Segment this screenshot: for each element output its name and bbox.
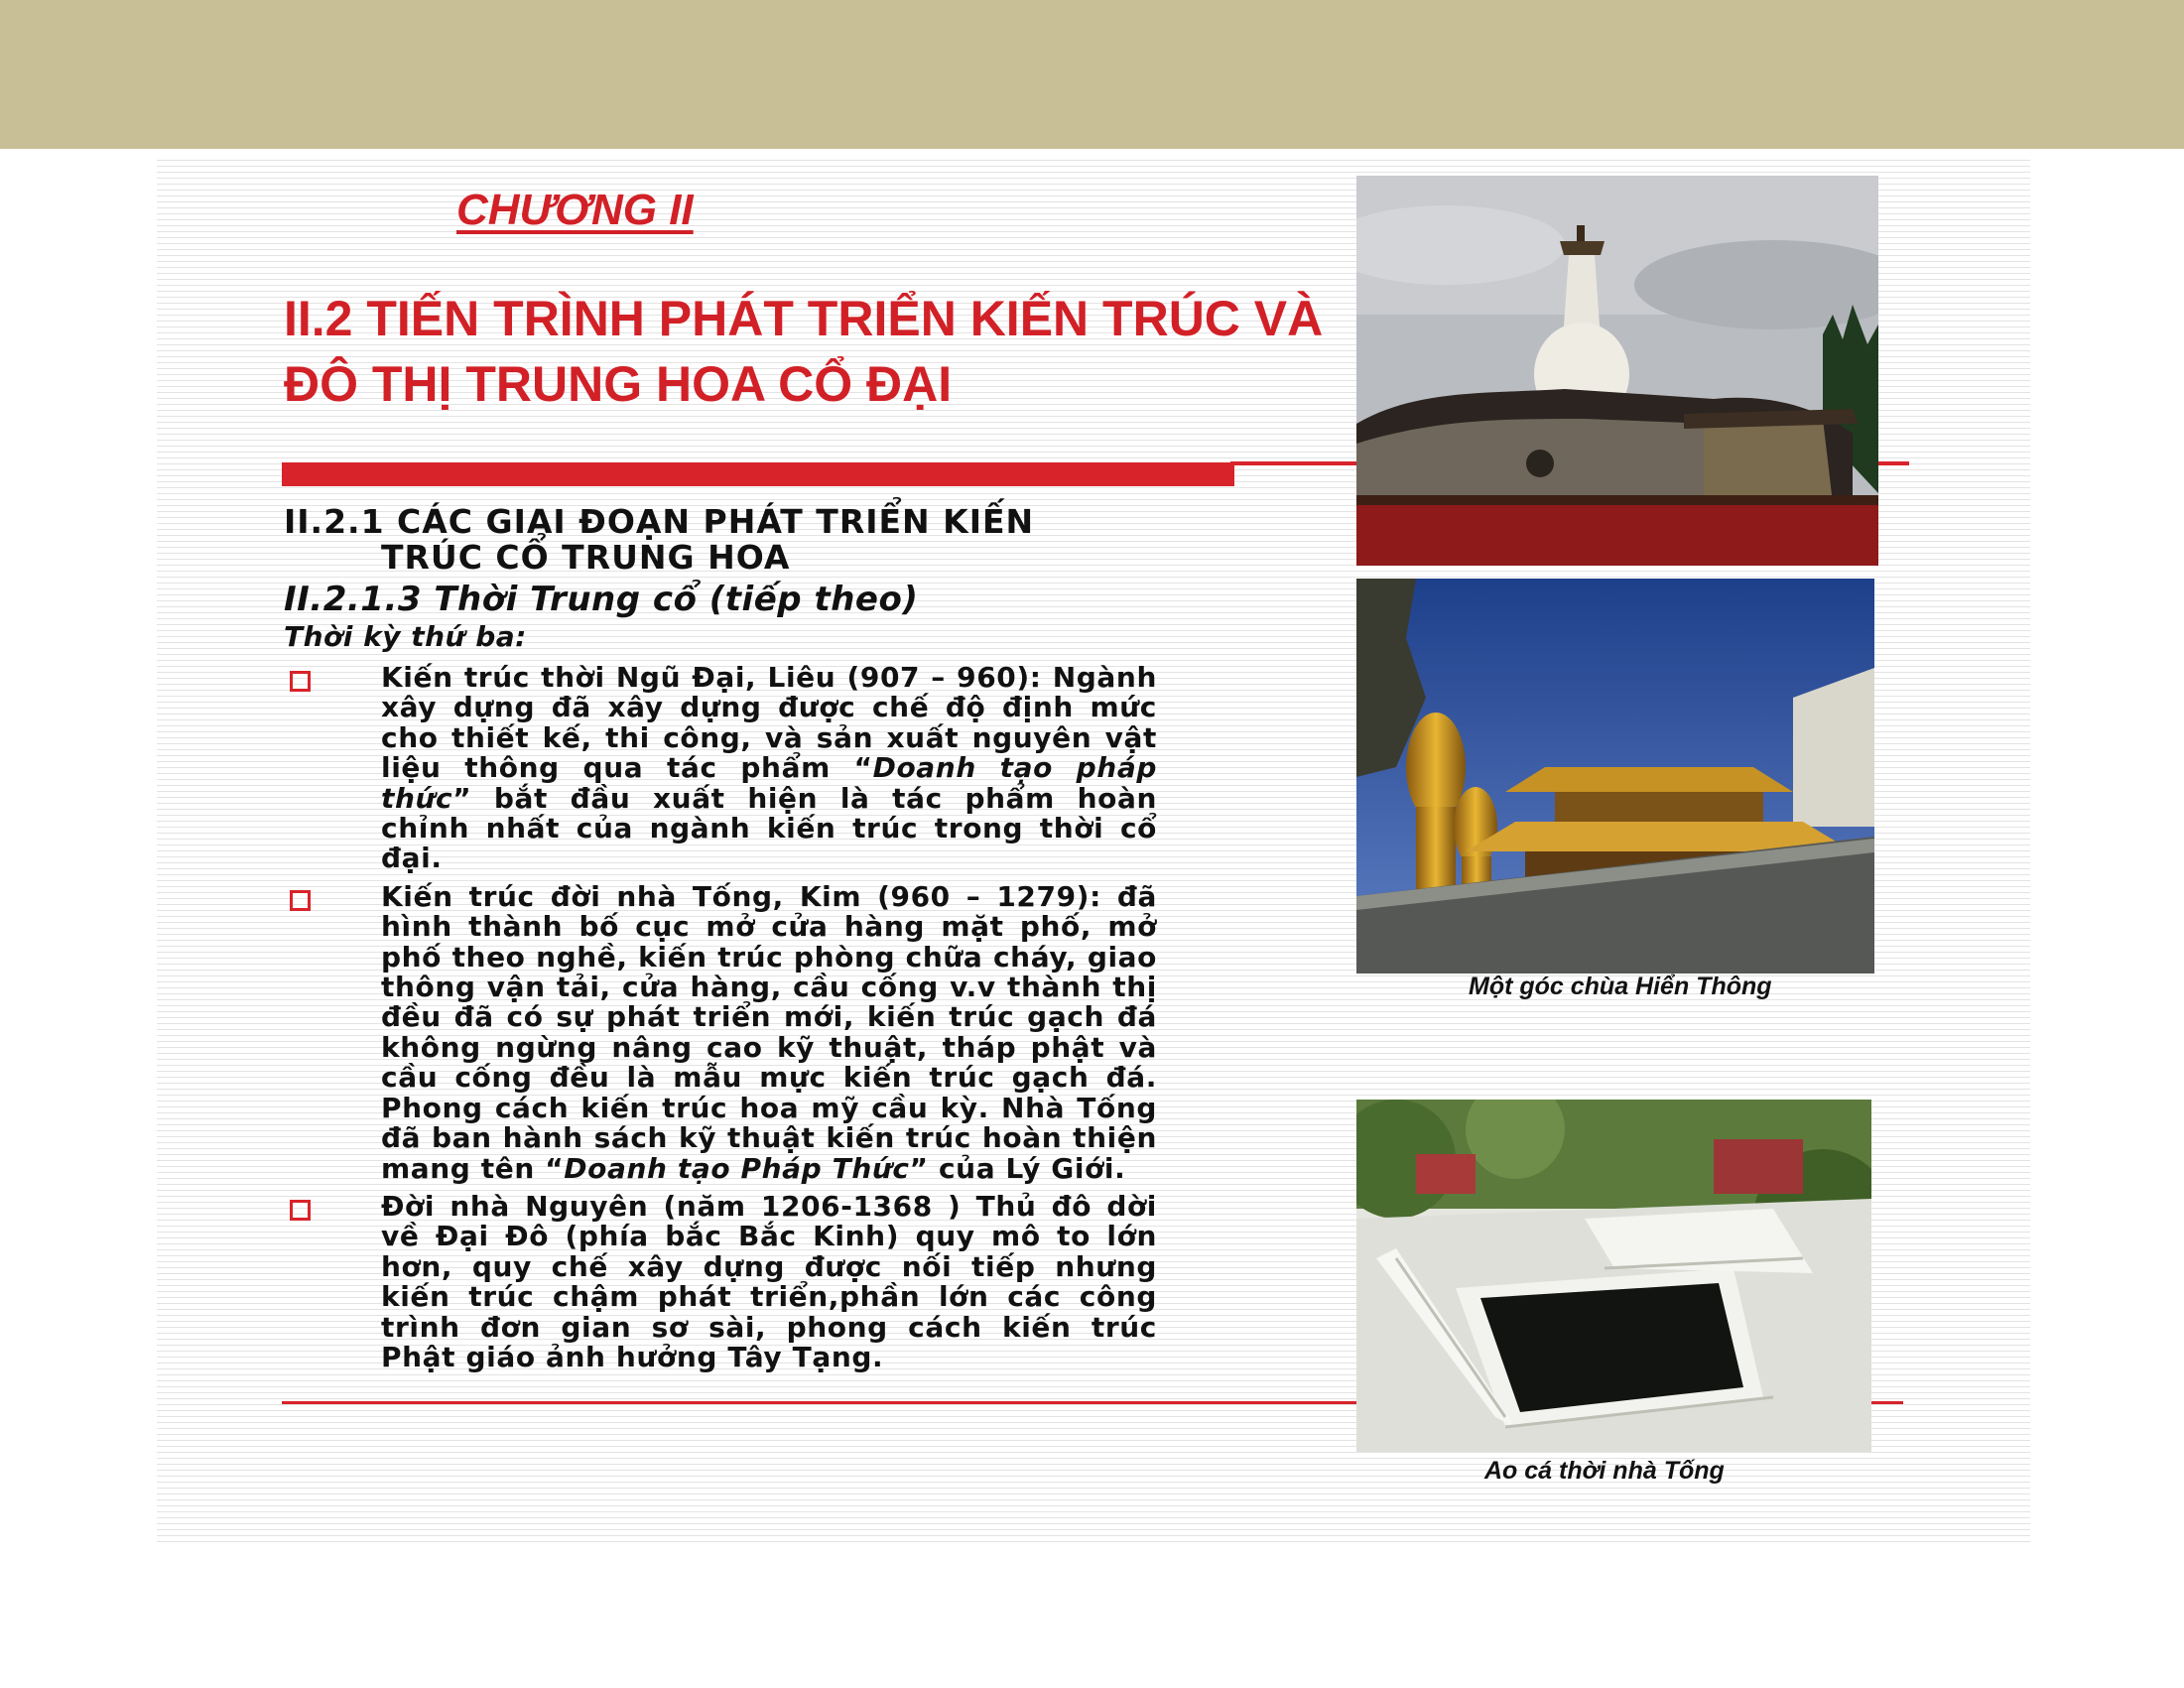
photo-caption: Ao cá thời nhà Tống — [1484, 1457, 1725, 1485]
square-bullet-icon — [290, 1200, 311, 1221]
photo-hien-thong-temple — [1356, 579, 1874, 974]
section-heading — [284, 504, 1157, 576]
bullet-text: Kiến trúc đời nhà Tống, Kim (960 – 1279): đã hình thành bố cục mở cửa hàng mặt phố, mở phố theo nghề, kiến trúc phòng chữa cháy, giao thông vận tải, cửa hàng, cầu cống v.v thành thị đều đã có sự phát triển mới, kiến trúc gạch đá không ngừng nâng cao kỹ thuật, tháp phật và cầu cống đều là mẫu mực kiến trúc gạch đá. Phong cách kiến trúc hoa mỹ cầu kỳ. Nhà Tống đã ban hành sách kỹ thuật kiến trúc hoàn thiện mang tên “Doanh tạo Pháp Thức” của Lý Giới. — [381, 879, 1157, 1185]
bullet-item — [284, 1189, 1157, 1373]
photo-white-stupa — [1356, 176, 1878, 566]
bullet-text: Kiến trúc thời Ngũ Đại, Liêu (907 – 960): Ngành xây dựng đã xây dựng được chế độ định mức cho thiết kế, thi công, và sản xuất nguyên vật liệu thông qua tác phẩm “Doanh tạo pháp thức” bắt đầu xuất hiện là tác phẩm hoàn chỉnh nhất của ngành kiến trúc trong thời cổ đại. — [381, 661, 1157, 875]
period-label: Thời kỳ thứ ba: — [284, 620, 527, 653]
square-bullet-icon — [290, 890, 311, 911]
square-bullet-icon — [290, 671, 311, 692]
title-divider-thick — [282, 462, 1234, 486]
bullet-text: Đời nhà Nguyên (năm 1206-1368 ) Thủ đô dời về Đại Đô (phía bắc Bắc Kinh) quy mô to lớn hơn, quy chế xây dựng được nối tiếp nhưng kiến trúc chậm phát triển,phần lớn các công trình đơn gian sơ sài, phong cách kiến trúc Phật giáo ảnh hưởng Tây Tạng. — [381, 1189, 1157, 1373]
subsection-heading: II.2.1.3 Thời Trung cổ (tiếp theo) — [284, 580, 919, 619]
slide-title: II.2 TIẾN TRÌNH PHÁT TRIỂN KIẾN TRÚC VÀ ĐÔ THỊ TRUNG HOA CỔ ĐẠI — [284, 291, 1324, 412]
bullet-item — [284, 663, 1157, 874]
photo-song-fish-pond — [1356, 1100, 1871, 1452]
body-content — [284, 504, 1157, 1372]
section-heading-line2: TRÚC CỔ TRUNG HOA — [381, 538, 791, 577]
section-heading-line1: II.2.1 CÁC GIAI ĐOẠN PHÁT TRIỂN KIẾN — [284, 502, 1035, 541]
header-band — [0, 0, 2184, 149]
photo-caption: Một góc chùa Hiển Thông — [1469, 973, 1772, 1000]
bullet-item — [284, 879, 1157, 1185]
chapter-label: CHƯƠNG II — [456, 186, 694, 234]
